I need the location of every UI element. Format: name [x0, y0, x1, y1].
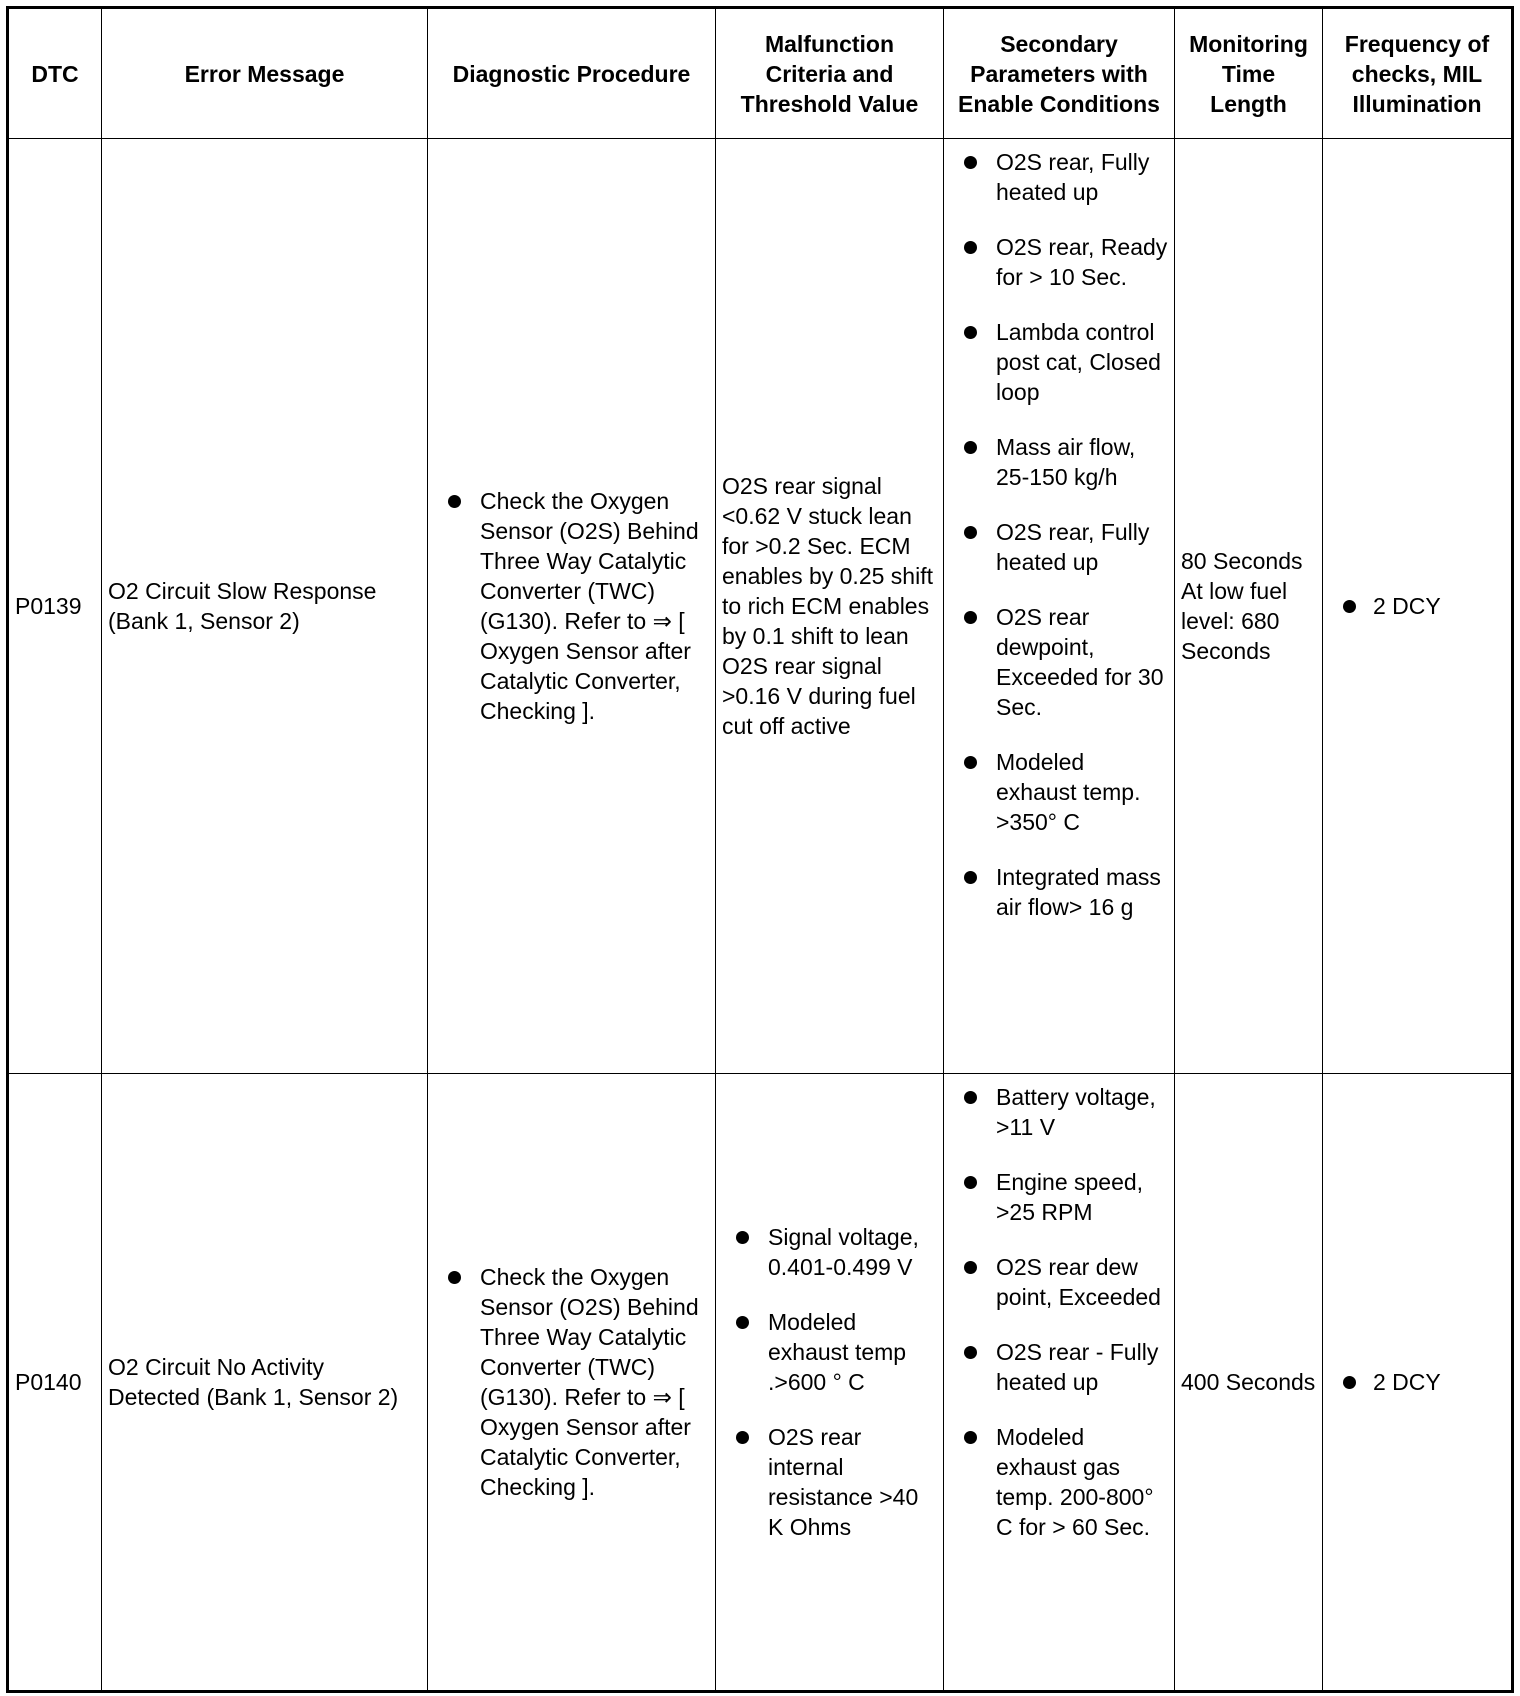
parameter-text: Battery voltage, >11 V: [996, 1084, 1156, 1140]
procedure-text: Check the Oxygen Sensor (O2S) Behind Three Way Catalytic Converter (TWC) (G130). Refer to ⇒ [ Oxygen Sensor after Catalytic Converter, Checking ].: [480, 1264, 699, 1500]
parameter-text: Lambda control post cat, Closed loop: [996, 319, 1161, 405]
table-row: [8, 139, 1513, 1074]
list-item: [950, 432, 1168, 492]
cell-dtc: P0139: [8, 139, 102, 1074]
cell-monitoring-time: 400 Seconds: [1175, 1074, 1323, 1692]
list-item: [1329, 591, 1505, 621]
cell-monitoring-time: 80 Seconds At low fuel level: 680 Seconds: [1175, 139, 1323, 1074]
bullet-icon: [736, 1231, 749, 1244]
frequency-list: [1329, 1367, 1505, 1397]
header-monitoring-time: Monitoring Time Length: [1175, 8, 1323, 139]
bullet-icon: [964, 441, 977, 454]
bullet-icon: [964, 156, 977, 169]
bullet-icon: [964, 241, 977, 254]
parameter-text: O2S rear, Fully heated up: [996, 519, 1150, 575]
list-item: [950, 1167, 1168, 1227]
secondary-parameters-list: [950, 1082, 1168, 1542]
bullet-icon: [1343, 1376, 1356, 1389]
secondary-parameters-list: [950, 147, 1168, 922]
cell-malfunction-criteria: [716, 1074, 944, 1692]
cell-diagnostic-procedure: [428, 139, 716, 1074]
parameter-text: Engine speed, >25 RPM: [996, 1169, 1144, 1225]
parameter-text: Integrated mass air flow> 16 g: [996, 864, 1161, 920]
list-item: [1329, 1367, 1505, 1397]
bullet-icon: [1343, 600, 1356, 613]
parameter-text: O2S rear, Fully heated up: [996, 149, 1150, 205]
parameter-text: O2S rear, Ready for > 10 Sec.: [996, 234, 1168, 290]
cell-diagnostic-procedure: [428, 1074, 716, 1692]
cell-frequency: [1323, 1074, 1513, 1692]
header-dtc: DTC: [8, 8, 102, 139]
cell-secondary-parameters: [944, 1074, 1175, 1692]
bullet-icon: [964, 1091, 977, 1104]
bullet-icon: [736, 1316, 749, 1329]
parameter-text: Modeled exhaust temp. >350° C: [996, 749, 1141, 835]
malfunction-criteria-list: [722, 1222, 937, 1542]
header-diagnostic-procedure: Diagnostic Procedure: [428, 8, 716, 139]
list-item: [722, 1222, 937, 1282]
criteria-text: O2S rear internal resistance >40 K Ohms: [768, 1424, 919, 1540]
cell-malfunction-criteria: O2S rear signal <0.62 V stuck lean for >0.2 Sec. ECM enables by 0.25 shift to rich ECM enables by 0.1 shift to lean O2S rear signal >0.16 V during fuel cut off active: [716, 139, 944, 1074]
bullet-icon: [964, 756, 977, 769]
bullet-icon: [448, 1271, 461, 1284]
bullet-icon: [964, 871, 977, 884]
bullet-icon: [964, 1176, 977, 1189]
parameter-text: O2S rear dewpoint, Exceeded for 30 Sec.: [996, 604, 1164, 720]
cell-dtc: P0140: [8, 1074, 102, 1692]
list-item: [950, 747, 1168, 837]
header-malfunction-criteria: Malfunction Criteria and Threshold Value: [716, 8, 944, 139]
bullet-icon: [964, 526, 977, 539]
criteria-text: Modeled exhaust temp .>600 ° C: [768, 1309, 907, 1395]
parameter-text: Mass air flow, 25-150 kg/h: [996, 434, 1136, 490]
list-item: [950, 1422, 1168, 1542]
frequency-text: 2 DCY: [1373, 1369, 1441, 1395]
frequency-list: [1329, 591, 1505, 621]
table-row: [8, 1074, 1513, 1692]
list-item: [722, 1422, 937, 1542]
cell-error-message: O2 Circuit Slow Response (Bank 1, Sensor 2): [102, 139, 428, 1074]
list-item: [950, 1337, 1168, 1397]
procedure-list: [434, 486, 709, 726]
procedure-text: Check the Oxygen Sensor (O2S) Behind Three Way Catalytic Converter (TWC) (G130). Refer to ⇒ [ Oxygen Sensor after Catalytic Converter, Checking ].: [480, 488, 699, 724]
criteria-text: Signal voltage, 0.401-0.499 V: [768, 1224, 919, 1280]
parameter-text: O2S rear - Fully heated up: [996, 1339, 1159, 1395]
list-item: [950, 602, 1168, 722]
bullet-icon: [964, 326, 977, 339]
bullet-icon: [964, 1261, 977, 1274]
bullet-icon: [964, 1346, 977, 1359]
parameter-text: O2S rear dew point, Exceeded: [996, 1254, 1161, 1310]
parameter-text: Modeled exhaust gas temp. 200-800° C for > 60 Sec.: [996, 1424, 1154, 1540]
list-item: [950, 1252, 1168, 1312]
list-item: [950, 232, 1168, 292]
cell-error-message: O2 Circuit No Activity Detected (Bank 1, Sensor 2): [102, 1074, 428, 1692]
list-item: [434, 486, 709, 726]
bullet-icon: [964, 611, 977, 624]
procedure-list: [434, 1262, 709, 1502]
list-item: [950, 317, 1168, 407]
frequency-text: 2 DCY: [1373, 593, 1441, 619]
bullet-icon: [964, 1431, 977, 1444]
list-item: [950, 517, 1168, 577]
bullet-icon: [448, 495, 461, 508]
cell-secondary-parameters: [944, 139, 1175, 1074]
list-item: [950, 1082, 1168, 1142]
list-item: [950, 147, 1168, 207]
header-frequency: Frequency of checks, MIL Illumination: [1323, 8, 1513, 139]
list-item: [722, 1307, 937, 1397]
cell-frequency: [1323, 139, 1513, 1074]
list-item: [950, 862, 1168, 922]
bullet-icon: [736, 1431, 749, 1444]
list-item: [434, 1262, 709, 1502]
dtc-table: [6, 6, 1514, 1693]
header-error-message: Error Message: [102, 8, 428, 139]
header-row: [8, 8, 1513, 139]
header-secondary-parameters: Secondary Parameters with Enable Conditions: [944, 8, 1175, 139]
